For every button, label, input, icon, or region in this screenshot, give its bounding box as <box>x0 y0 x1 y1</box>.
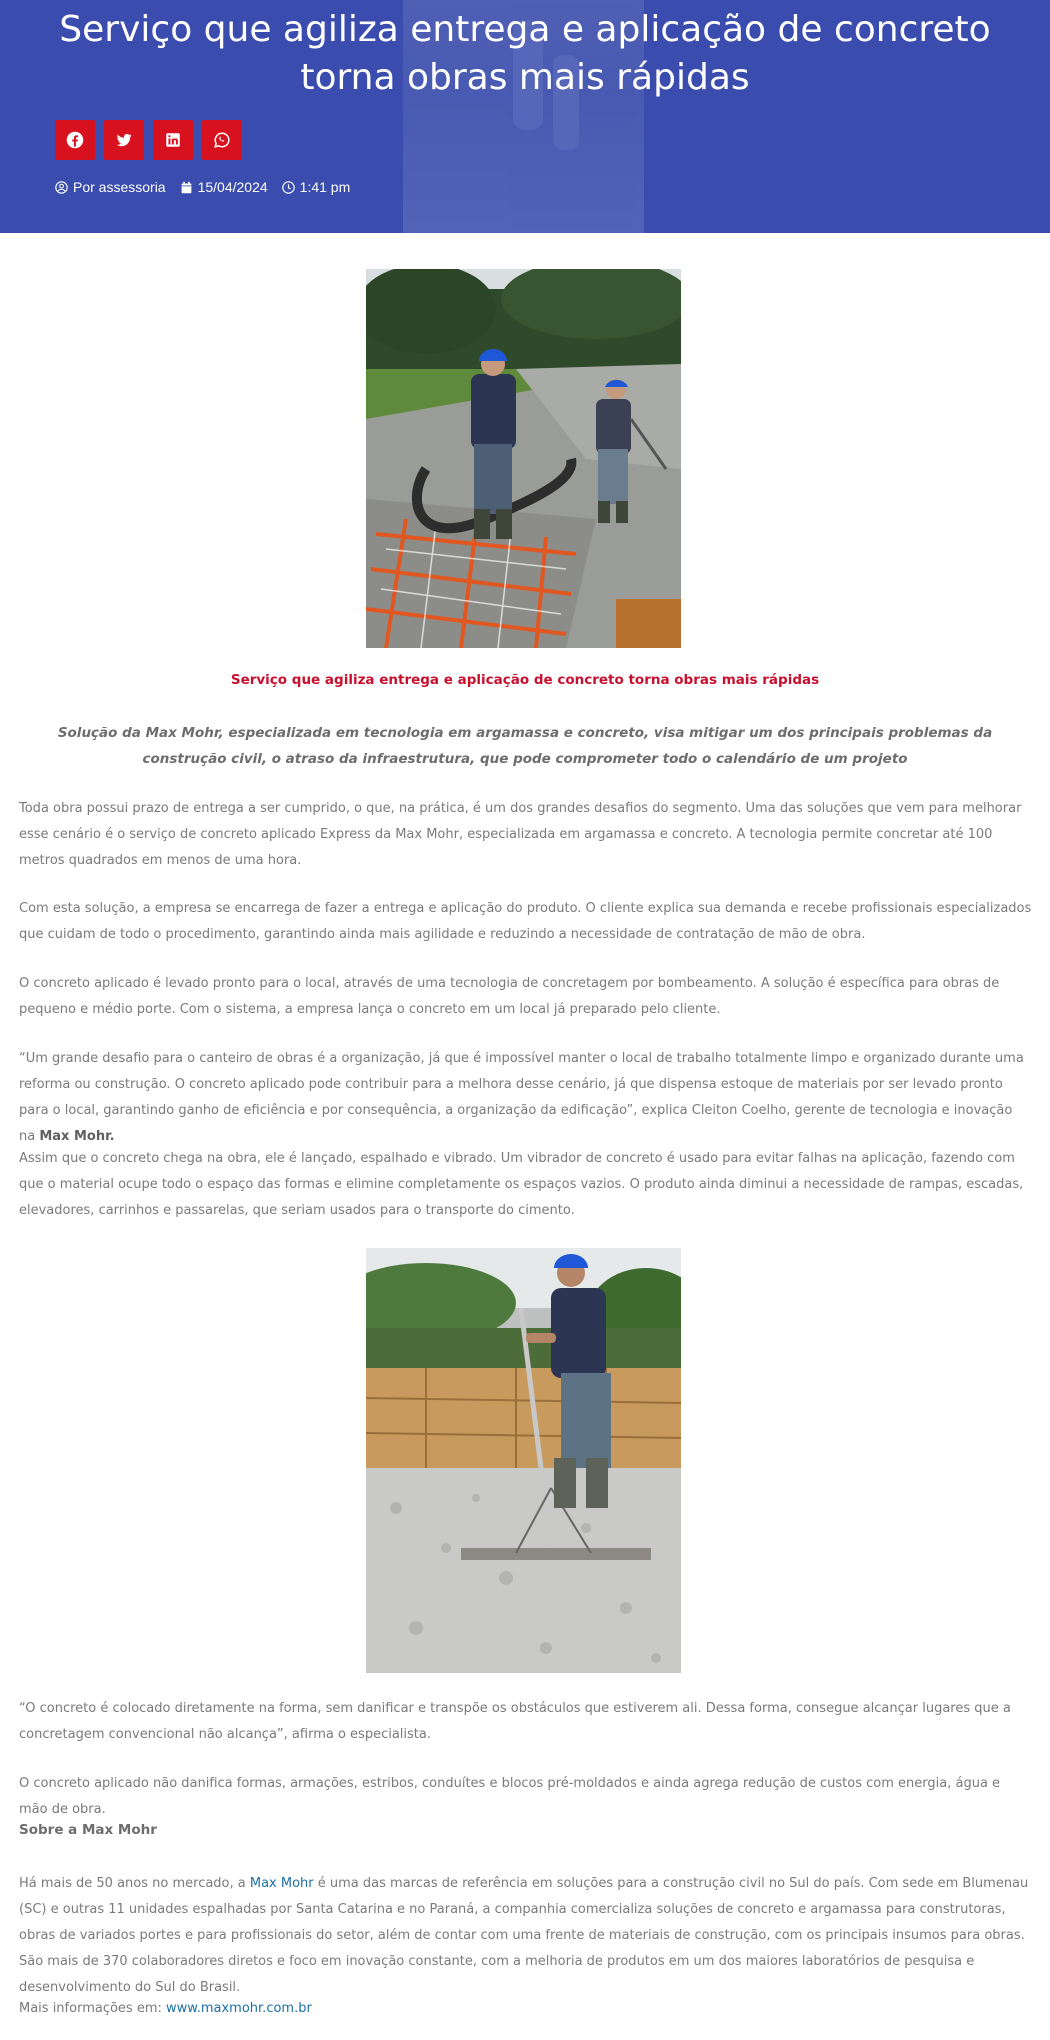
article-photo-workers-pumping-concrete <box>366 269 681 648</box>
article-paragraph-2: Com esta solução, a empresa se encarrega de fazer a entrega e aplicação do produto. O cliente explica sua demanda e recebe profissionais especializados que cuidam de todo o procedimento, garantindo ainda mais agilidade e reduzindo a necessidade de contratação de mão de obra. <box>19 901 1032 942</box>
article-photo-worker-leveling-concrete <box>366 1248 681 1673</box>
image-caption: Serviço que agiliza entrega e aplicação de concreto torna obras mais rápidas <box>230 672 820 688</box>
post-author-label: Por assessoria <box>73 179 166 195</box>
share-linkedin-button[interactable] <box>153 120 193 160</box>
post-time-label: 1:41 pm <box>299 179 351 195</box>
share-facebook-button[interactable] <box>55 120 95 160</box>
max-mohr-bold: Max Mohr. <box>39 1129 115 1144</box>
share-whatsapp-button[interactable] <box>202 120 242 160</box>
article-paragraph-1: Toda obra possui prazo de entrega a ser cumprido, o que, na prática, é um dos grandes desafios do segmento. Uma das soluções que vem para melhorar esse cenário é o serviço de concreto aplicado Express da Max Mohr, especializada em argamassa e concreto. A tecnologia permite concretar até 100 metros quadrados em menos de uma hora. <box>19 801 1022 868</box>
more-info <box>19 1996 1032 2022</box>
page-title: Serviço que agiliza entrega e aplicação de concreto torna obras mais rápidas <box>59 9 991 98</box>
calendar-icon <box>180 181 193 194</box>
article-paragraph-4-text: “Um grande desafio para o canteiro de obras é a organização, já que é impossível manter o local de trabalho totalmente limpo e organizado durante uma reforma ou construção. O concreto aplicado pode contribuir para a melhora desse cenário, já que dispensa estoque de materiais por ser levado pronto para o local, garantindo ganho de eficiência e por consequência, a organização da edificação”, explica Cleiton Coelho, gerente de tecnologia e inovação na <box>19 1051 1024 1144</box>
about-text-post: é uma das marcas de referência em soluções para a construção civil no Sul do país. Com sede em Blumenau (SC) e outras 11 unidades espalhadas por Santa Catarina e no Paraná, a companhia comercializa soluções de concreto e argamassa para construtoras, obras de variados portes e para profissionais do setor, além de contar com uma frente de materiais de construção, com os principais insumos para obras. São mais de 370 colaboradores diretos e foco em inovação constante, com a melhoria de produtos em um dos maiores laboratórios de pesquisa e desenvolvimento do Sul do Brasil. <box>19 1876 1029 1995</box>
about-text-pre: Há mais de 50 anos no mercado, a <box>19 1876 250 1891</box>
max-mohr-link[interactable]: Max Mohr <box>249 1876 314 1891</box>
article-hero <box>0 0 1050 233</box>
more-info-label: Mais informações em: <box>19 2001 167 2016</box>
post-date[interactable] <box>180 179 268 195</box>
post-meta <box>55 179 350 195</box>
share-twitter-button[interactable] <box>104 120 144 160</box>
photo-workers-pumping-concrete <box>366 269 681 648</box>
article-paragraph-4 <box>19 1046 1032 1150</box>
about-heading: Sobre a Max Mohr <box>19 1822 157 1838</box>
facebook-icon <box>66 131 84 149</box>
article-paragraph-6: “O concreto é colocado diretamente na forma, sem danificar e transpõe os obstáculos que estiverem ali. Dessa forma, consegue alcançar lugares que a concretagem convencional não alcança”, afirma o especialista. <box>19 1701 1011 1742</box>
post-time <box>282 179 351 195</box>
photo-worker-leveling-concrete <box>366 1248 681 1673</box>
post-author[interactable] <box>55 179 166 195</box>
linkedin-icon <box>164 131 182 149</box>
article-paragraph-5: Assim que o concreto chega na obra, ele é lançado, espalhado e vibrado. Um vibrador de concreto é usado para evitar falhas na aplicação, fazendo com que o material ocupe todo o espaço das formas e elimine completamente os espaços vazios. O produto ainda diminui a necessidade de rampas, escadas, elevadores, carrinhos e passarelas, que seriam usados para o transporte do cimento. <box>19 1151 1024 1218</box>
user-circle-icon <box>55 181 68 194</box>
article-paragraph-7: O concreto aplicado não danifica formas, armações, estribos, conduítes e blocos pré-moldados e ainda agrega redução de custos com energia, água e mão de obra. <box>19 1776 1001 1817</box>
website-link[interactable]: www.maxmohr.com.br <box>166 2001 312 2016</box>
about-paragraph <box>19 1871 1032 2001</box>
post-date-label: 15/04/2024 <box>197 179 268 195</box>
whatsapp-icon <box>213 131 231 149</box>
clock-icon <box>282 181 295 194</box>
article-paragraph-3: O concreto aplicado é levado pronto para o local, através de uma tecnologia de concretagem por bombeamento. A solução é específica para obras de pequeno e médio porte. Com o sistema, a empresa lança o concreto em um local já preparado pelo cliente. <box>19 976 1000 1017</box>
twitter-icon <box>115 131 133 149</box>
share-buttons <box>55 120 242 160</box>
article-lead: Solução da Max Mohr, especializada em tecnologia em argamassa e concreto, visa mitigar um dos principais problemas da construção civil, o atraso da infraestrutura, que pode comprometer todo o calendário de um projeto <box>57 725 993 767</box>
